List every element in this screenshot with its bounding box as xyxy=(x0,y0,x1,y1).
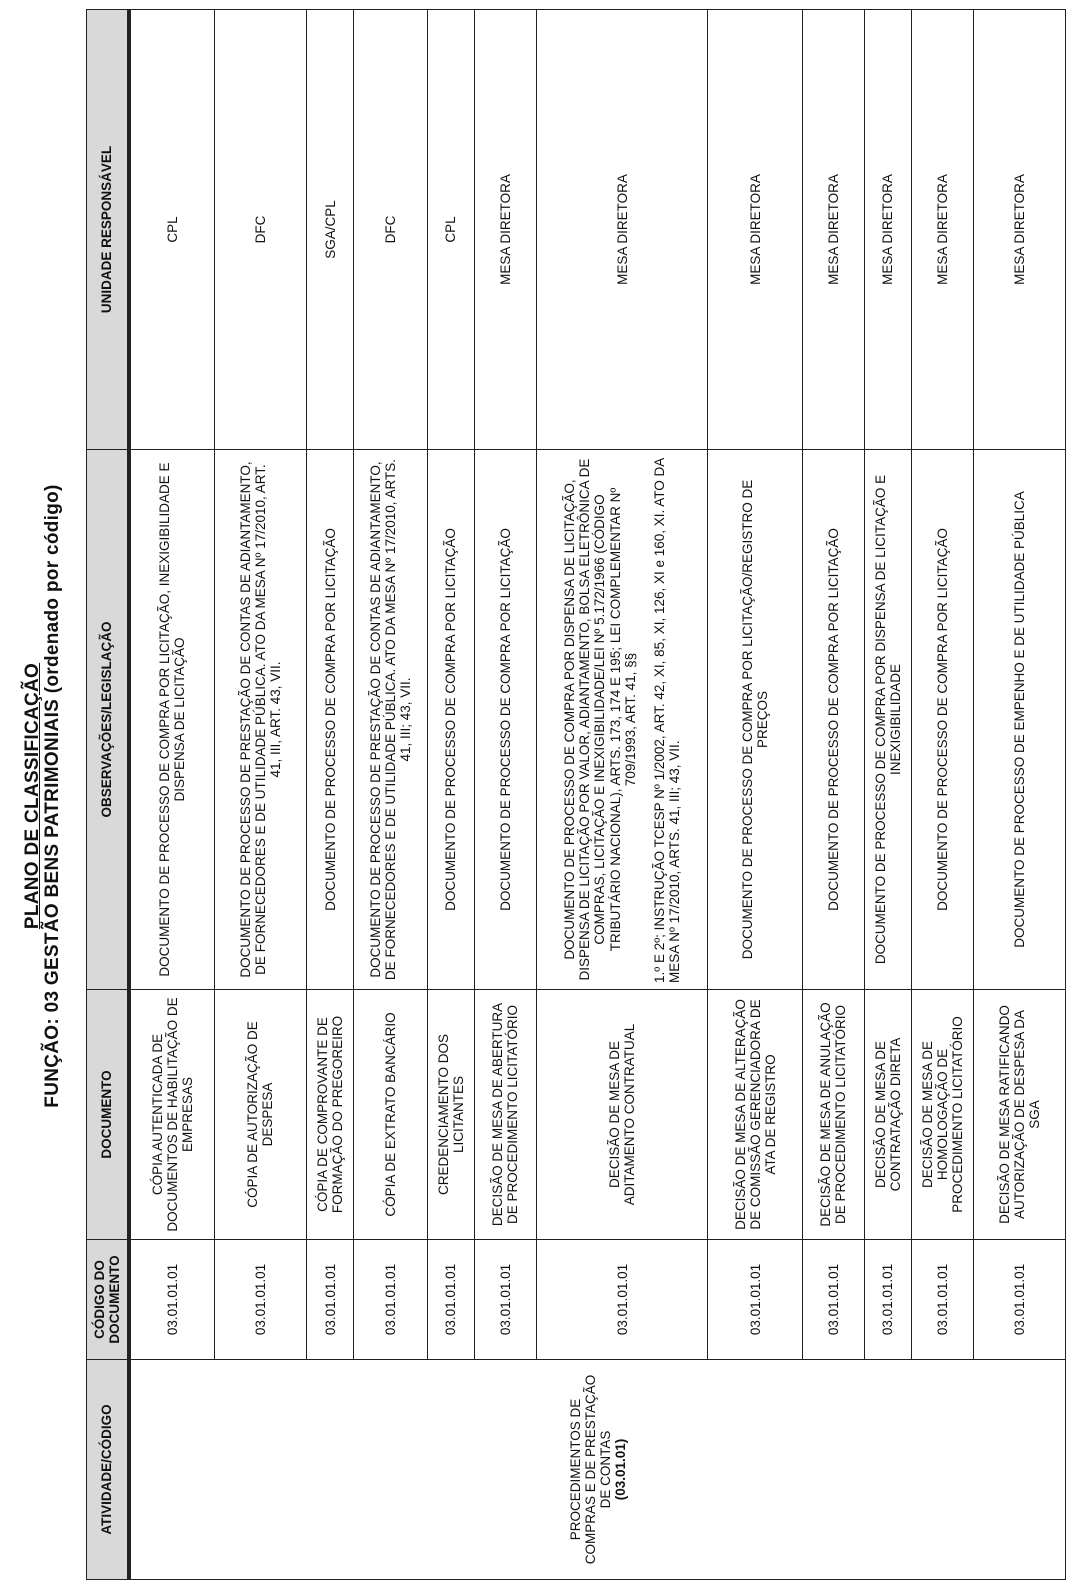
document-code-text: 03.01.01.01 xyxy=(322,1263,338,1336)
observations-cell xyxy=(475,450,537,990)
observations-text: DOCUMENTO DE PROCESSO DE COMPRA POR LICITAÇÃO xyxy=(443,528,459,911)
responsible-unit-text: MESA DIRETORA xyxy=(934,174,950,285)
document-code-cell xyxy=(427,1240,474,1360)
observations-text: DOCUMENTO DE PROCESSO DE EMPENHO E DE UTILIDADE PÚBLICA xyxy=(1011,491,1027,948)
table-row xyxy=(354,10,427,1580)
responsible-unit-cell xyxy=(973,10,1065,450)
table-row xyxy=(129,10,214,1580)
document-code-text: 03.01.01.01 xyxy=(825,1263,841,1336)
document-cell xyxy=(307,990,354,1240)
document-cell xyxy=(536,990,708,1240)
document-text: DECISÃO DE MESA DE HOMOLOGAÇÃO DE PROCEDIMENTO LICITATÓRIO xyxy=(919,1016,965,1213)
responsible-unit-text: MESA DIRETORA xyxy=(747,174,763,285)
header-activity: ATIVIDADE/CÓDIGO xyxy=(87,1360,130,1580)
document-code-cell xyxy=(354,1240,427,1360)
table-row xyxy=(536,10,708,1580)
table-row xyxy=(307,10,354,1580)
observations-cell xyxy=(214,450,306,990)
document-cell xyxy=(803,990,865,1240)
observations-cell xyxy=(129,450,214,990)
document-text: CÓPIA DE COMPROVANTE DE FORMAÇÃO DO PREGOREIRO xyxy=(315,1015,346,1214)
document-code-cell xyxy=(129,1240,214,1360)
observations-text: DOCUMENTO DE PROCESSO DE COMPRA POR LICITAÇÃO xyxy=(322,528,338,911)
responsible-unit-cell xyxy=(307,10,354,450)
observations-text: DOCUMENTO DE PROCESSO DE COMPRA POR DISPENSA DE LICITAÇÃO, DISPENSA DE LICITAÇÃO POR VALOR, ADIANTAMENTO, BOLSA ELETRÔNICA DE COMPRAS, LICITAÇÃO E INEXIGIBILIDADE/LEI Nº 5.172/1966 (CÓDIGO TRIBUTÁRIO NACIONAL), ARTS. 173, 174 E 195; LEI COMPLEMENTAR Nº 709/1993, ART. 41, §§ xyxy=(562,458,638,981)
responsible-unit-cell xyxy=(803,10,865,450)
responsible-unit-text: DFC xyxy=(252,215,268,244)
observations-text: DOCUMENTO DE PROCESSO DE COMPRA POR DISPENSA DE LICITAÇÃO E INEXIGIBILIDADE xyxy=(872,474,903,965)
responsible-unit-text: CPL xyxy=(443,216,459,243)
document-cell xyxy=(427,990,474,1240)
document-code-text: 03.01.01.01 xyxy=(934,1263,950,1336)
observations-cell xyxy=(536,450,708,990)
document-code-cell xyxy=(973,1240,1065,1360)
responsible-unit-text: MESA DIRETORA xyxy=(880,174,896,285)
document-cell xyxy=(708,990,803,1240)
responsible-unit-text: MESA DIRETORA xyxy=(614,174,630,285)
document-cell xyxy=(475,990,537,1240)
responsible-unit-cell xyxy=(708,10,803,450)
document-text: DECISÃO DE MESA DE CONTRATAÇÃO DIRETA xyxy=(872,1037,903,1192)
document-cell xyxy=(973,990,1065,1240)
header-responsible-unit: UNIDADE RESPONSÁVEL xyxy=(87,10,130,450)
responsible-unit-cell xyxy=(427,10,474,450)
table-row xyxy=(475,10,537,1580)
observations-text: DOCUMENTO DE PROCESSO DE COMPRA POR LICITAÇÃO xyxy=(934,528,950,911)
observations-text: DOCUMENTO DE PROCESSO DE PRESTAÇÃO DE CONTAS DE ADIANTAMENTO, DE FORNECEDORES E DE UTILIDADE PÚBLICA. ATO DA MESA Nº 17/2010, ART. 41, III, ART. 43, VII. xyxy=(237,461,283,978)
observations-cell xyxy=(427,450,474,990)
document-text: DECISÃO DE MESA DE ALTERAÇÃO DE COMISSÃO GERENCIADORA DE ATA DE REGISTRO xyxy=(732,999,778,1230)
document-code-cell xyxy=(803,1240,865,1360)
table-row xyxy=(708,10,803,1580)
document-code-text: 03.01.01.01 xyxy=(164,1263,180,1336)
document-cell xyxy=(354,990,427,1240)
document-code-cell xyxy=(864,1240,911,1360)
observations-text: DOCUMENTO DE PROCESSO DE COMPRA POR LICITAÇÃO xyxy=(497,528,513,911)
observations-cell xyxy=(803,450,865,990)
header-document-code: CÓDIGO DO DOCUMENTO xyxy=(87,1240,130,1360)
document-text: DECISÃO DE MESA DE ABERTURA DE PROCEDIMENTO LICITATÓRIO xyxy=(490,1002,521,1227)
document-code-text: 03.01.01.01 xyxy=(614,1263,630,1336)
table-body xyxy=(129,10,1066,1580)
responsible-unit-text: CPL xyxy=(164,216,180,243)
responsible-unit-text: SGA/CPL xyxy=(322,200,338,259)
header-document: DOCUMENTO xyxy=(87,990,130,1240)
document-cell xyxy=(214,990,306,1240)
responsible-unit-text: DFC xyxy=(383,215,399,244)
document-code-cell xyxy=(214,1240,306,1360)
document-cell xyxy=(864,990,911,1240)
table-row xyxy=(803,10,865,1580)
document-code-text: 03.01.01.01 xyxy=(383,1263,399,1336)
document-code-text: 03.01.01.01 xyxy=(497,1263,513,1336)
responsible-unit-cell xyxy=(214,10,306,450)
table-row xyxy=(864,10,911,1580)
responsible-unit-cell xyxy=(864,10,911,450)
document-code-cell xyxy=(307,1240,354,1360)
document-code-cell xyxy=(912,1240,974,1360)
observations-cell xyxy=(307,450,354,990)
document-text: CÓPIA DE EXTRATO BANCÁRIO xyxy=(383,1012,399,1217)
responsible-unit-cell xyxy=(129,10,214,450)
document-code-cell xyxy=(708,1240,803,1360)
responsible-unit-cell xyxy=(475,10,537,450)
document-text: CÓPIA DE AUTORIZAÇÃO DE DESPESA xyxy=(245,1021,276,1208)
document-text: DECISÃO DE MESA DE ADITAMENTO CONTRATUAL xyxy=(606,1023,638,1206)
observations-cell xyxy=(912,450,974,990)
document-code-text: 03.01.01.01 xyxy=(747,1263,763,1336)
responsible-unit-text: MESA DIRETORA xyxy=(1011,174,1027,285)
document-text: DECISÃO DE MESA RATIFICANDO AUTORIZAÇÃO DE DESPESA DA SGA xyxy=(996,1005,1042,1224)
observations-text: DOCUMENTO DE PROCESSO DE COMPRA POR LICITAÇÃO xyxy=(825,528,841,911)
document-code-cell xyxy=(475,1240,537,1360)
table-header-row xyxy=(87,10,130,1580)
responsible-unit-text: MESA DIRETORA xyxy=(497,174,513,285)
observations-cell xyxy=(864,450,911,990)
document-cell xyxy=(129,990,214,1240)
page-subtitle: FUNÇÃO: 03 GESTÃO BENS PATRIMONIAIS (ordenado por código) xyxy=(42,484,63,1108)
page-title: PLANO DE CLASSIFICAÇÃO xyxy=(22,662,43,930)
document-code-cell xyxy=(536,1240,708,1360)
observations-cell xyxy=(708,450,803,990)
responsible-unit-cell xyxy=(912,10,974,450)
activity-code: (03.01.01) xyxy=(613,1438,629,1501)
classification-table xyxy=(86,9,1066,1580)
observations-text: DOCUMENTO DE PROCESSO DE PRESTAÇÃO DE CONTAS DE ADIANTAMENTO, DE FORNECEDORES E DE UTILIDADE PÚBLICA. ATO DA MESA Nº 17/2010, ARTS. 41, III; 43, VII. xyxy=(367,458,414,981)
observations-cell xyxy=(973,450,1065,990)
table-row xyxy=(427,10,474,1580)
responsible-unit-cell xyxy=(536,10,708,450)
document-text: CÓPIA AUTENTICADA DE DOCUMENTOS DE HABILITAÇÃO DE EMPRESAS xyxy=(149,997,195,1232)
document-code-text: 03.01.01.01 xyxy=(1011,1263,1027,1336)
table-row xyxy=(912,10,974,1580)
document-code-text: 03.01.01.01 xyxy=(252,1263,268,1336)
document-cell xyxy=(912,990,974,1240)
activity-cell xyxy=(129,1360,1066,1580)
table-row xyxy=(214,10,306,1580)
observations-extra-text: 1.º E 2º; INSTRUÇÃO TCESP Nº 1/2002, ART. 42, XI, 85, XI, 126, XI e 160, XI. ATO DA MESA Nº 17/2010, ARTS. 41, III; 43, VII. xyxy=(651,458,682,983)
activity-label: PROCEDIMENTOS DE COMPRAS E DE PRESTAÇÃO DE CONTAS xyxy=(567,1374,613,1565)
observations-text: DOCUMENTO DE PROCESSO DE COMPRA POR LICITAÇÃO/REGISTRO DE PREÇOS xyxy=(740,479,771,960)
observations-cell xyxy=(354,450,427,990)
table-row xyxy=(973,10,1065,1580)
document-code-text: 03.01.01.01 xyxy=(443,1263,459,1336)
responsible-unit-cell xyxy=(354,10,427,450)
document-text: DECISÃO DE MESA DE ANULAÇÃO DE PROCEDIMENTO LICITATÓRIO xyxy=(818,1002,849,1227)
header-observations: OBSERVAÇÕES/LEGISLAÇÃO xyxy=(87,450,130,990)
responsible-unit-text: MESA DIRETORA xyxy=(825,174,841,285)
observations-text: DOCUMENTO DE PROCESSO DE COMPRA POR LICITAÇÃO, INEXIGIBILIDADE E DISPENSA DE LICITAÇÃO xyxy=(157,462,188,977)
document-code-text: 03.01.01.01 xyxy=(880,1263,896,1336)
document-text: CREDENCIAMENTO DOS LICITANTES xyxy=(435,1033,466,1196)
